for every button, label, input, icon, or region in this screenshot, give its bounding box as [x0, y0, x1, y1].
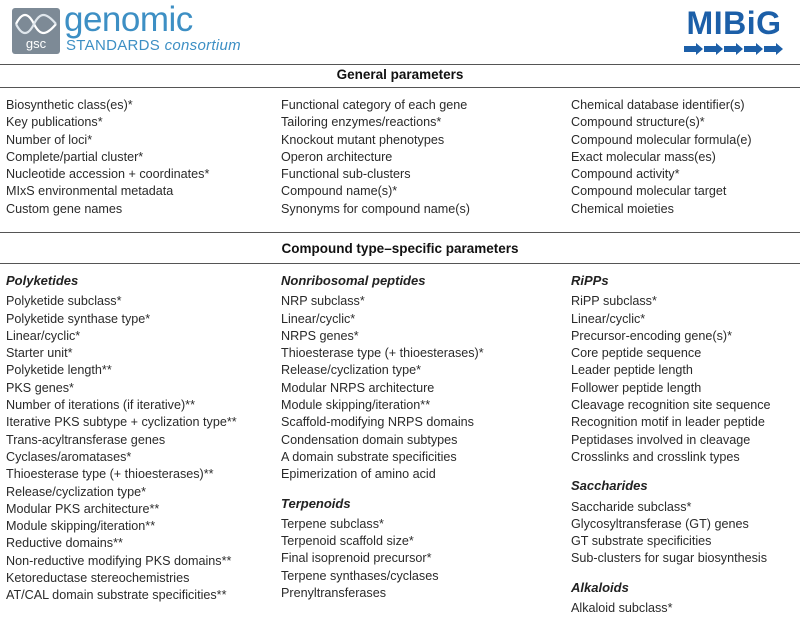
parameter-item: Linear/cyclic* — [571, 311, 646, 326]
parameter-item: Key publications* — [6, 115, 103, 130]
parameter-item: Knockout mutant phenotypes — [281, 132, 445, 147]
parameter-item: Synonyms for compound name(s) — [281, 201, 470, 216]
gsc-logo-icon — [12, 8, 60, 54]
parameter-item: Compound molecular target — [571, 184, 727, 199]
terpenoids-heading: Terpenoids — [281, 495, 351, 511]
parameter-item: Ketoreductase stereochemistries — [6, 571, 190, 586]
gsc-tagline-consortium: consortium — [164, 37, 241, 54]
parameter-item: Tailoring enzymes/reactions* — [281, 115, 442, 130]
nrps-list — [281, 293, 484, 483]
alkaloids-heading: Alkaloids — [571, 579, 629, 595]
parameter-item: Exact molecular mass(es) — [571, 149, 716, 164]
parameter-item: Final isoprenoid precursor* — [281, 551, 432, 566]
parameter-item: Cyclases/aromatases* — [6, 449, 132, 464]
parameter-item: A domain substrate specificities — [281, 449, 457, 464]
parameter-item: Number of iterations (if iterative)** — [6, 398, 195, 413]
saccharides-heading: Saccharides — [571, 478, 648, 494]
parameter-item: MIxS environmental metadata — [6, 184, 174, 199]
saccharides-list — [571, 499, 771, 568]
parameter-item: Release/cyclization type* — [281, 363, 422, 378]
parameter-item: Linear/cyclic* — [6, 328, 81, 343]
parameter-item: Module skipping/iteration** — [281, 398, 431, 413]
nrps-column — [281, 272, 484, 602]
parameter-item: Precursor-encoding gene(s)* — [571, 328, 733, 343]
general-col-2 — [281, 97, 470, 218]
polyketides-column — [6, 272, 237, 605]
parameter-item: Condensation domain subtypes — [281, 432, 458, 447]
parameter-item: Alkaloid subclass* — [571, 601, 673, 616]
parameter-item: AT/CAL domain substrate specificities** — [6, 588, 227, 603]
parameter-item: Polyketide subclass* — [6, 294, 122, 309]
general-list-1 — [6, 97, 209, 218]
parameter-item: Modular PKS architecture** — [6, 501, 160, 516]
parameter-item: Linear/cyclic* — [281, 311, 356, 326]
divider — [0, 87, 800, 88]
parameter-item: Compound molecular formula(e) — [571, 132, 752, 147]
terpenoids-list — [281, 516, 484, 602]
mibig-arrows-icon — [684, 42, 784, 56]
general-parameters-title: General parameters — [336, 67, 464, 82]
general-list-3 — [571, 97, 752, 218]
parameter-item: Polyketide synthase type* — [6, 311, 151, 326]
parameter-item: Nucleotide accession + coordinates* — [6, 167, 210, 182]
parameter-item: GT substrate specificities — [571, 534, 712, 549]
gsc-badge-text: gsc — [25, 36, 47, 51]
parameter-item: Saccharide subclass* — [571, 499, 692, 514]
parameter-item: Terpene synthases/cyclases — [281, 568, 439, 583]
parameter-item: Terpenoid scaffold size* — [281, 534, 414, 549]
general-col-1 — [6, 97, 209, 218]
parameter-item: Compound activity* — [571, 167, 680, 182]
mibig-wordmark: MIBiG — [686, 5, 782, 41]
parameter-item: NRPS genes* — [281, 328, 359, 343]
parameter-item: Operon architecture — [281, 149, 393, 164]
specific-parameters-title: Compound type–specific parameters — [281, 241, 519, 256]
parameter-item: Core peptide sequence — [571, 346, 702, 361]
parameter-item: Custom gene names — [6, 201, 123, 216]
divider — [0, 263, 800, 264]
parameter-item: Peptidases involved in cleavage — [571, 432, 751, 447]
parameter-item: Recognition motif in leader peptide — [571, 415, 765, 430]
parameter-item: Number of loci* — [6, 132, 93, 147]
gsc-wordmark: genomic — [64, 0, 193, 39]
parameter-item: Reductive domains** — [6, 536, 123, 551]
ripps-list — [571, 293, 771, 466]
parameter-item: Crosslinks and crosslink types — [571, 449, 740, 464]
parameter-item: Leader peptide length — [571, 363, 693, 378]
mibig-logo — [680, 6, 788, 60]
parameter-item: Starter unit* — [6, 346, 73, 361]
parameter-item: Non-reductive modifying PKS domains** — [6, 553, 232, 568]
parameter-item: Cleavage recognition site sequence — [571, 398, 771, 413]
parameter-item: Trans-acyltransferase genes — [6, 432, 166, 447]
polyketides-list — [6, 293, 237, 604]
parameter-item: Modular NRPS architecture — [281, 380, 435, 395]
gsc-tagline-standards: STANDARDS — [66, 37, 161, 54]
parameter-item: Chemical database identifier(s) — [571, 98, 745, 112]
parameter-item: RiPP subclass* — [571, 294, 657, 309]
gsc-tagline — [66, 37, 241, 54]
ripps-heading: RiPPs — [571, 273, 609, 288]
parameter-item: Prenyltransferases — [281, 586, 386, 601]
polyketides-heading: Polyketides — [6, 273, 79, 288]
parameter-item: Iterative PKS subtype + cyclization type** — [6, 415, 237, 430]
parameter-item: Complete/partial cluster* — [6, 149, 144, 164]
parameter-item: Compound structure(s)* — [571, 115, 705, 130]
parameter-item: Glycosyltransferase (GT) genes — [571, 516, 749, 531]
alkaloids-list — [571, 600, 771, 617]
parameter-item: Scaffold-modifying NRPS domains — [281, 415, 474, 430]
parameter-item: Polyketide length** — [6, 363, 112, 378]
ripps-column — [571, 272, 771, 617]
parameter-item: Thioesterase type (+ thioesterases)** — [6, 467, 214, 482]
nrps-heading: Nonribosomal peptides — [281, 273, 426, 288]
parameter-item: Functional sub-clusters — [281, 167, 411, 182]
parameter-item: Chemical moieties — [571, 201, 674, 216]
parameter-item: Compound name(s)* — [281, 184, 398, 199]
header — [0, 0, 800, 62]
general-list-2 — [281, 97, 470, 218]
divider — [0, 64, 800, 65]
parameter-item: Terpene subclass* — [281, 516, 384, 531]
divider — [0, 232, 800, 233]
parameter-item: Thioesterase type (+ thioesterases)* — [281, 346, 484, 361]
parameter-item: NRP subclass* — [281, 294, 365, 309]
parameter-item: Sub-clusters for sugar biosynthesis — [571, 551, 767, 566]
parameter-item: Release/cyclization type* — [6, 484, 147, 499]
parameter-item: Module skipping/iteration** — [6, 519, 156, 534]
general-col-3 — [571, 97, 752, 218]
parameter-item: PKS genes* — [6, 380, 74, 395]
parameter-item: Biosynthetic class(es)* — [6, 98, 133, 112]
parameter-item: Functional category of each gene — [281, 98, 468, 112]
parameter-item: Epimerization of amino acid — [281, 467, 436, 482]
parameter-item: Follower peptide length — [571, 380, 702, 395]
